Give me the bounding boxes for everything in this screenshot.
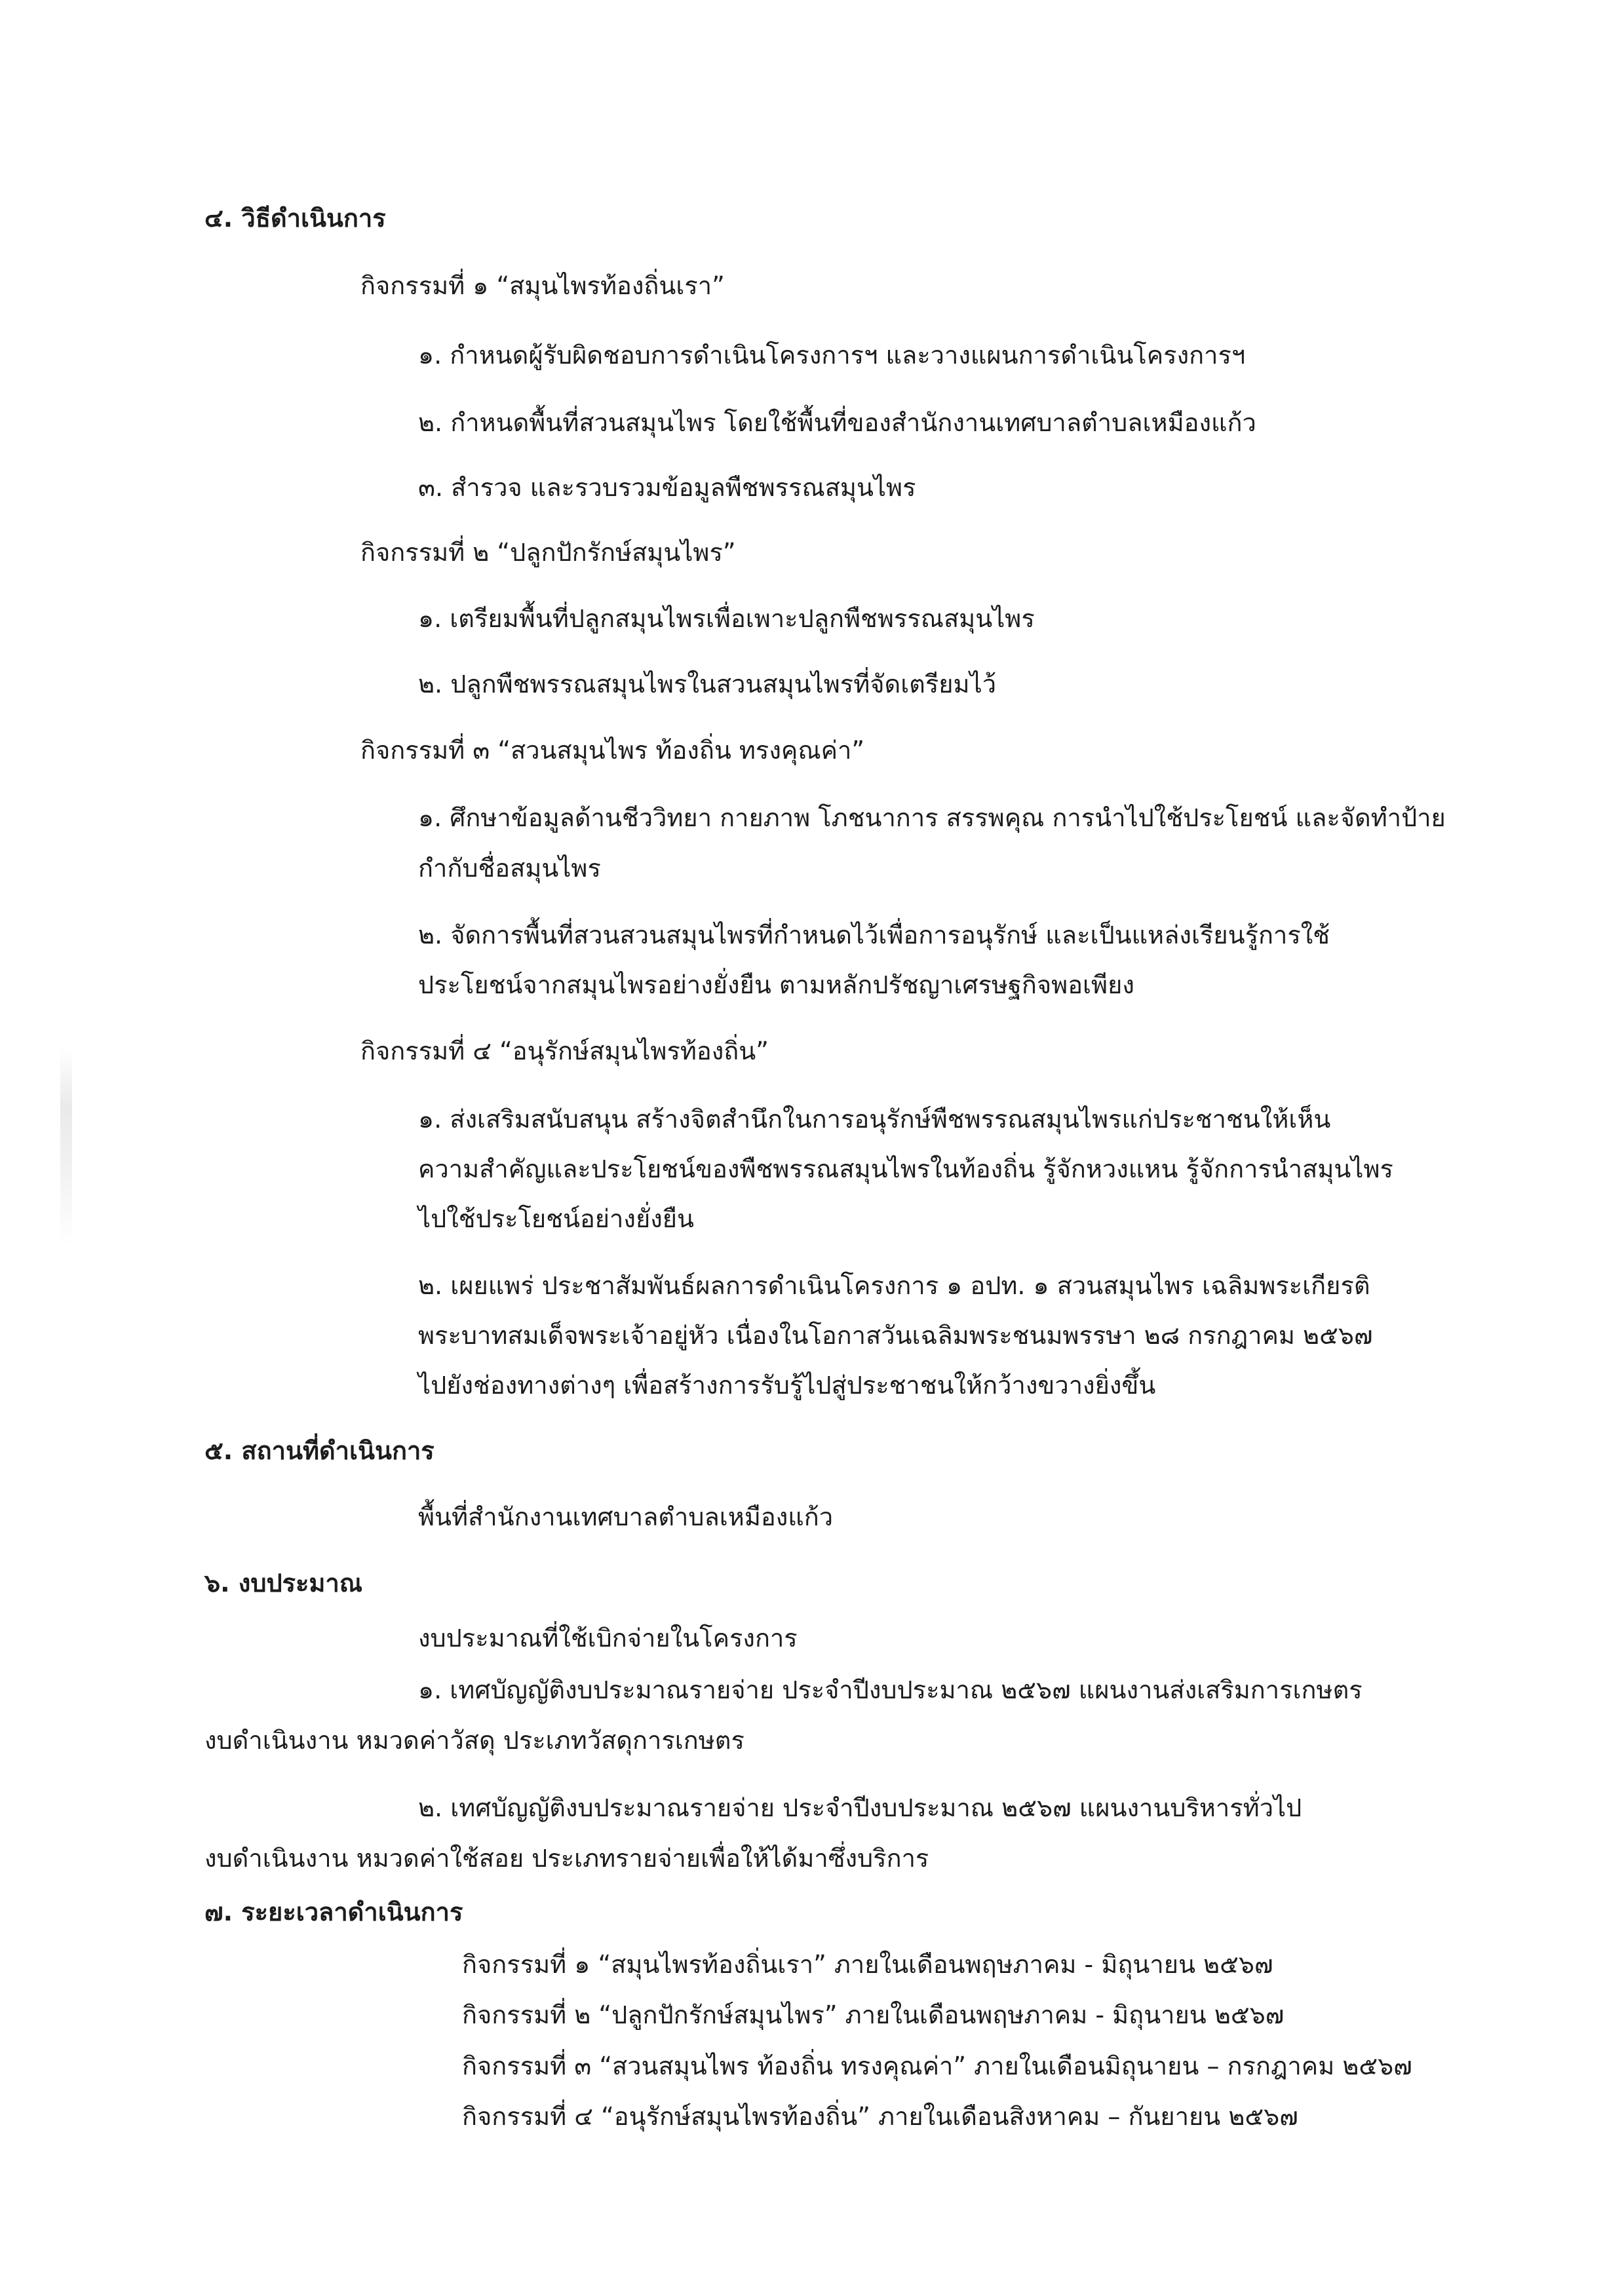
location-body: พื้นที่สำนักงานเทศบาลตำบลเหมืองแก้ว	[418, 1502, 834, 1531]
activity-1-item-2: ๒. กำหนดพื้นที่สวนสมุนไพร โดยใช้พื้นที่ของสำนักงานเทศบาลตำบลเหมืองแก้ว	[418, 408, 1256, 437]
activity-3-item-2-line-1: ๒. จัดการพื้นที่สวนสวนสมุนไพรที่กำหนดไว้เพื่อการอนุรักษ์ และเป็นแหล่งเรียนรู้การใช้	[418, 921, 1330, 949]
heading-budget: ๖. งบประมาณ	[204, 1569, 363, 1598]
budget-item-2-line-1: ๒. เทศบัญญัติงบประมาณรายจ่าย ประจำปีงบประมาณ ๒๕๖๗ แผนงานบริหารทั่วไป	[418, 1793, 1302, 1822]
activity-1-title: กิจกรรมที่ ๑ “สมุนไพรท้องถิ่นเรา”	[360, 271, 725, 300]
activity-4-item-1-line-1: ๑. ส่งเสริมสนับสนุน สร้างจิตสำนึกในการอนุรักษ์พืชพรรณสมุนไพรแก่ประชาชนให้เห็น	[418, 1105, 1331, 1134]
activity-1-item-1: ๑. กำหนดผู้รับผิดชอบการดำเนินโครงการฯ และวางแผนการดำเนินโครงการฯ	[418, 341, 1246, 370]
budget-item-1-line-2: งบดำเนินงาน หมวดค่าวัสดุ ประเภทวัสดุการเกษตร	[204, 1726, 744, 1755]
activity-3-item-1-line-1: ๑. ศึกษาข้อมูลด้านชีววิทยา กายภาพ โภชนาการ สรรพคุณ การนำไปใช้ประโยชน์ และจัดทำป้าย	[418, 803, 1446, 832]
duration-activity-3: กิจกรรมที่ ๓ “สวนสมุนไพร ท้องถิ่น ทรงคุณค่า” ภายในเดือนมิถุนายน – กรกฎาคม ๒๕๖๗	[462, 2052, 1412, 2080]
activity-3-item-1-line-2: กำกับชื่อสมุนไพร	[418, 854, 601, 883]
duration-activity-4: กิจกรรมที่ ๔ “อนุรักษ์สมุนไพรท้องถิ่น” ภายในเดือนสิงหาคม – กันยายน ๒๕๖๗	[462, 2102, 1298, 2131]
duration-activity-1: กิจกรรมที่ ๑ “สมุนไพรท้องถิ่นเรา” ภายในเดือนพฤษภาคม - มิถุนายน ๒๕๖๗	[462, 1950, 1273, 1979]
heading-location: ๕. สถานที่ดำเนินการ	[204, 1436, 435, 1465]
activity-2-item-1: ๑. เตรียมพื้นที่ปลูกสมุนไพรเพื่อเพาะปลูกพืชพรรณสมุนไพร	[418, 604, 1035, 633]
activity-2-item-2: ๒. ปลูกพืชพรรณสมุนไพรในสวนสมุนไพรที่จัดเตรียมไว้	[418, 670, 997, 698]
budget-intro: งบประมาณที่ใช้เบิกจ่ายในโครงการ	[418, 1624, 798, 1653]
duration-activity-2: กิจกรรมที่ ๒ “ปลูกปักรักษ์สมุนไพร” ภายในเดือนพฤษภาคม - มิถุนายน ๒๕๖๗	[462, 2000, 1285, 2029]
activity-4-item-2-line-2: พระบาทสมเด็จพระเจ้าอยู่หัว เนื่องในโอกาสวันเฉลิมพระชนมพรรษา ๒๘ กรกฎาคม ๒๕๖๗	[418, 1321, 1373, 1350]
activity-4-item-1-line-2: ความสำคัญและประโยชน์ของพืชพรรณสมุนไพรในท้องถิ่น รู้จักหวงแหน รู้จักการนำสมุนไพร	[418, 1155, 1393, 1183]
activity-1-item-3: ๓. สำรวจ และรวบรวมข้อมูลพืชพรรณสมุนไพร	[418, 473, 916, 502]
activity-4-item-2-line-1: ๒. เผยแพร่ ประชาสัมพันธ์ผลการดำเนินโครงการ ๑ อปท. ๑ สวนสมุนไพร เฉลิมพระเกียรติ	[418, 1271, 1370, 1300]
budget-item-1-line-1: ๑. เทศบัญญัติงบประมาณรายจ่าย ประจำปีงบประมาณ ๒๕๖๗ แผนงานส่งเสริมการเกษตร	[418, 1675, 1363, 1704]
activity-4-item-1-line-3: ไปใช้ประโยชน์อย่างยั่งยืน	[418, 1204, 695, 1233]
heading-methods: ๔. วิธีดำเนินการ	[204, 204, 386, 233]
scan-artifact	[60, 1048, 72, 1245]
activity-2-title: กิจกรรมที่ ๒ “ปลูกปักรักษ์สมุนไพร”	[360, 538, 736, 567]
activity-4-item-2-line-3: ไปยังช่องทางต่างๆ เพื่อสร้างการรับรู้ไปสู่ประชาชนให้กว้างขวางยิ่งขึ้น	[418, 1371, 1156, 1400]
heading-duration: ๗. ระยะเวลาดำเนินการ	[204, 1898, 463, 1926]
budget-item-2-line-2: งบดำเนินงาน หมวดค่าใช้สอย ประเภทรายจ่ายเพื่อให้ได้มาซึ่งบริการ	[204, 1844, 929, 1873]
activity-3-item-2-line-2: ประโยชน์จากสมุนไพรอย่างยั่งยืน ตามหลักปรัชญาเศรษฐกิจพอเพียง	[418, 970, 1134, 999]
activity-3-title: กิจกรรมที่ ๓ “สวนสมุนไพร ท้องถิ่น ทรงคุณค่า”	[360, 736, 865, 765]
activity-4-title: กิจกรรมที่ ๔ “อนุรักษ์สมุนไพรท้องถิ่น”	[360, 1037, 769, 1065]
